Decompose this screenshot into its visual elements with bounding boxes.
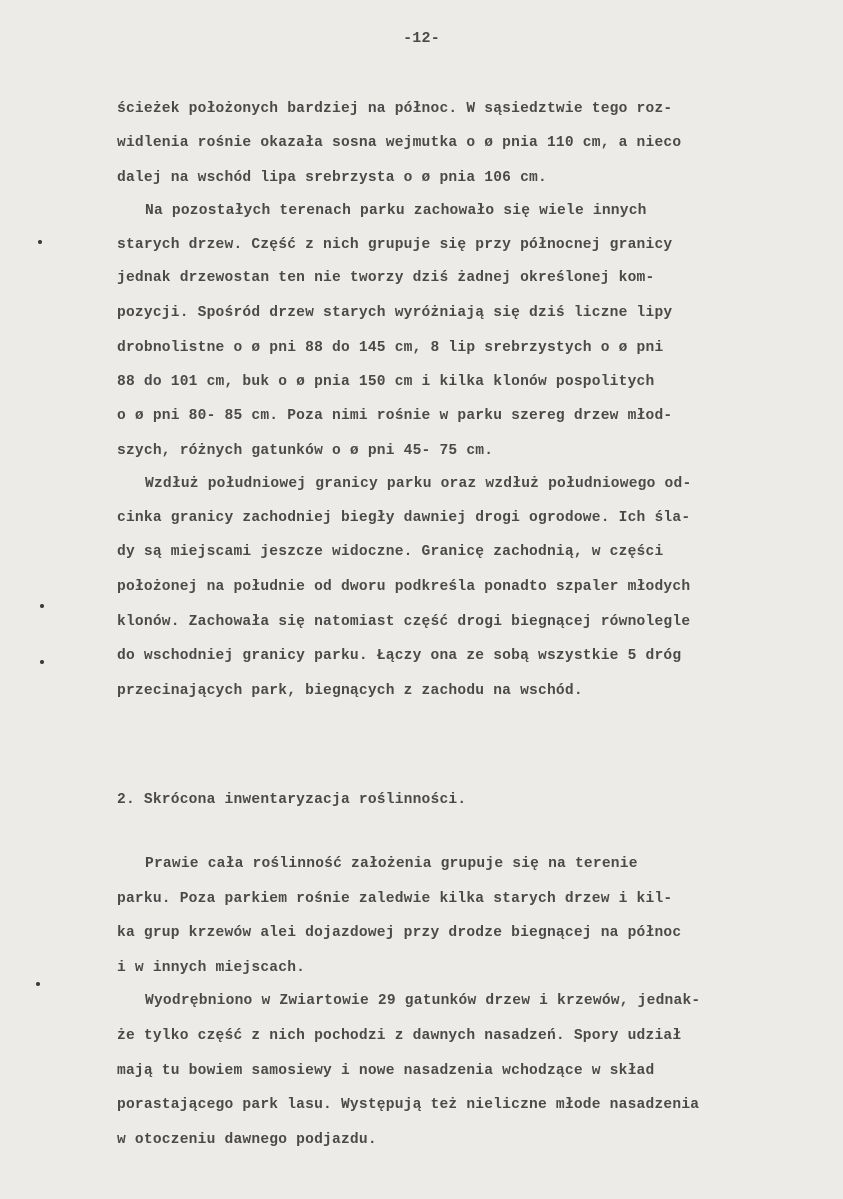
text-line: Wyodrębniono w Zwiartowie 29 gatunków drzew i krzewów, jednak-	[145, 993, 701, 1009]
text-line: klonów. Zachowała się natomiast część drogi biegnącej równolegle	[117, 614, 691, 630]
text-line: jednak drzewostan ten nie tworzy dziś żadnej określonej kom-	[117, 270, 655, 286]
text-line: Wzdłuż południowej granicy parku oraz wzdłuż południowego od-	[145, 476, 692, 492]
text-line: w otoczeniu dawnego podjazdu.	[117, 1132, 377, 1148]
text-line: dy są miejscami jeszcze widoczne. Granicę zachodnią, w części	[117, 544, 664, 560]
margin-mark	[38, 240, 42, 244]
text-line: parku. Poza parkiem rośnie zaledwie kilka starych drzew i kil-	[117, 891, 673, 907]
margin-mark	[36, 982, 40, 986]
margin-mark	[40, 604, 44, 608]
text-line: o ø pni 80- 85 cm. Poza nimi rośnie w parku szereg drzew młod-	[117, 408, 673, 424]
text-line: przecinających park, biegnących z zachodu na wschód.	[117, 683, 583, 699]
text-line: drobnolistne o ø pni 88 do 145 cm, 8 lip srebrzystych o ø pni	[117, 340, 664, 356]
text-line: do wschodniej granicy parku. Łączy ona ze sobą wszystkie 5 dróg	[117, 648, 682, 664]
text-line: Prawie cała roślinność założenia grupuje się na terenie	[145, 856, 638, 872]
text-line: Na pozostałych terenach parku zachowało się wiele innych	[145, 203, 647, 219]
text-line: szych, różnych gatunków o ø pni 45- 75 cm.	[117, 443, 494, 459]
margin-mark	[40, 660, 44, 664]
text-line: że tylko część z nich pochodzi z dawnych nasadzeń. Spory udział	[117, 1028, 682, 1044]
text-line: widlenia rośnie okazała sosna wejmutka o ø pnia 110 cm, a nieco	[117, 135, 682, 151]
text-line: pozycji. Spośród drzew starych wyróżniają się dziś liczne lipy	[117, 305, 673, 321]
text-line: cinka granicy zachodniej biegły dawniej drogi ogrodowe. Ich śla-	[117, 510, 691, 526]
text-line: starych drzew. Część z nich grupuje się przy północnej granicy	[117, 237, 673, 253]
text-line: położonej na południe od dworu podkreśla ponadto szpaler młodych	[117, 579, 691, 595]
text-line: ka grup krzewów alei dojazdowej przy drodze biegnącej na północ	[117, 925, 682, 941]
text-line: ścieżek położonych bardziej na północ. W sąsiedztwie tego roz-	[117, 101, 673, 117]
page-number: -12-	[403, 30, 440, 47]
text-line: mają tu bowiem samosiewy i nowe nasadzenia wchodzące w skład	[117, 1063, 655, 1079]
text-line: 88 do 101 cm, buk o ø pnia 150 cm i kilka klonów pospolitych	[117, 374, 655, 390]
text-line: dalej na wschód lipa srebrzysta o ø pnia 106 cm.	[117, 170, 547, 186]
section-heading: 2. Skrócona inwentaryzacja roślinności.	[117, 792, 467, 808]
text-line: i w innych miejscach.	[117, 960, 306, 976]
text-line: porastającego park lasu. Występują też nieliczne młode nasadzenia	[117, 1097, 700, 1113]
